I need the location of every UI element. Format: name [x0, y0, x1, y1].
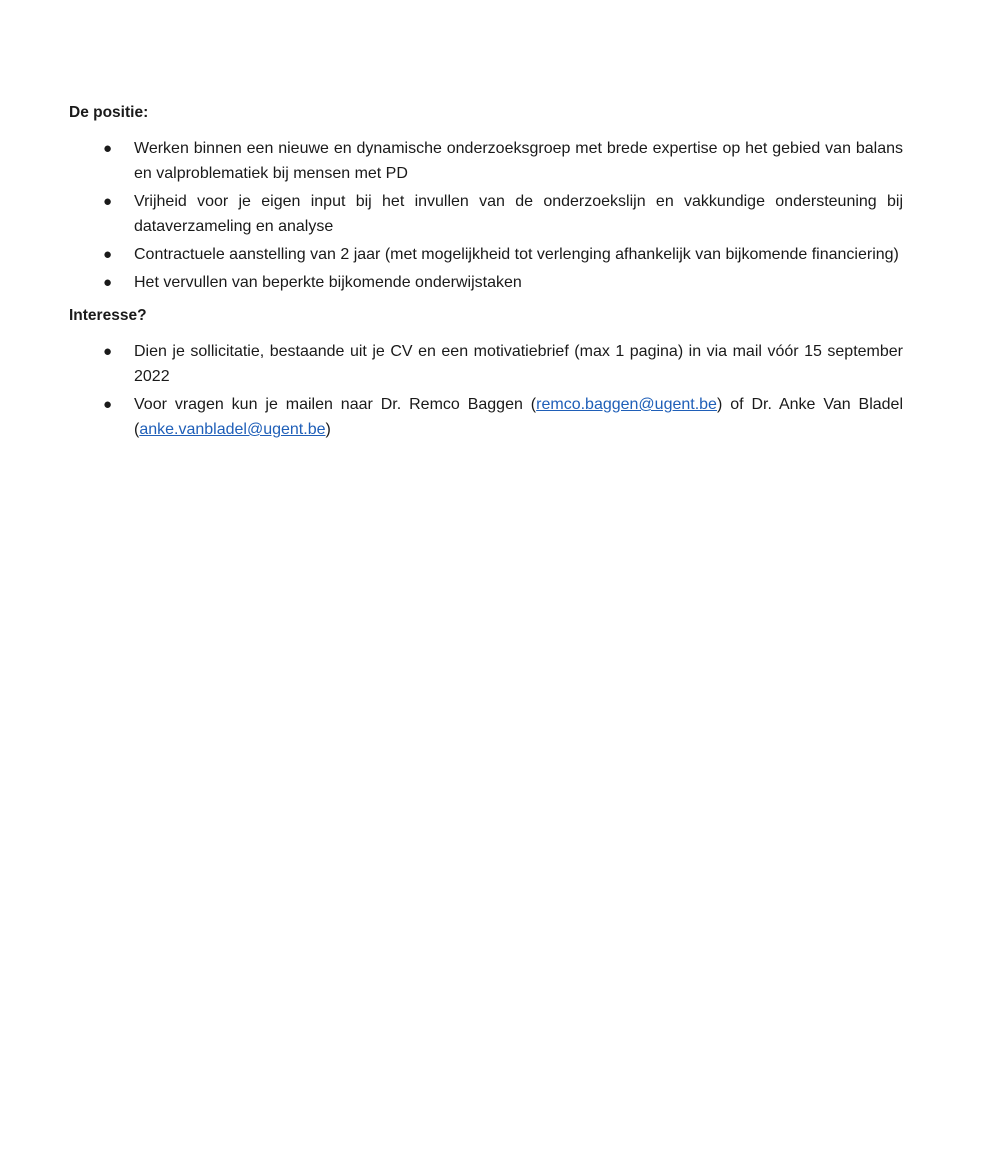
contact-text-part2: ) of Dr. Anke Van Bladel (	[134, 396, 904, 438]
heading-interesse: Interesse?	[69, 307, 147, 324]
list-item	[69, 339, 903, 389]
list-item-text: Werken binnen een nieuwe en dynamische onderzoeksgroep met brede expertise op het gebied van balans en valproblematiek bij mensen met PD	[134, 140, 903, 182]
list-item-text: Dien je sollicitatie, bestaande uit je CV en een motivatiebrief (max 1 pagina) in via mail vóór 15 september 2022	[134, 343, 903, 385]
contact-text-part3: )	[325, 421, 331, 438]
list-item	[69, 189, 903, 239]
bullet-icon: ●	[103, 140, 113, 157]
list-item	[69, 242, 903, 267]
bullet-icon: ●	[103, 193, 113, 210]
email-link-anke-vanbladel[interactable]: anke.vanbladel@ugent.be	[139, 421, 326, 438]
list-item-text: Vrijheid voor je eigen input bij het invullen van de onderzoekslijn en vakkundige ondersteuning bij dataverzameling en analyse	[134, 193, 903, 235]
list-item	[69, 392, 903, 442]
bullet-icon: ●	[103, 246, 113, 263]
bullet-icon: ●	[103, 396, 113, 413]
list-item-text: Het vervullen van beperkte bijkomende onderwijstaken	[134, 274, 522, 291]
list-item-text: Contractuele aanstelling van 2 jaar (met mogelijkheid tot verlenging afhankelijk van bijkomende financiering)	[134, 246, 899, 263]
email-link-remco-baggen[interactable]: remco.baggen@ugent.be	[536, 396, 717, 413]
list-item	[69, 136, 903, 186]
list-item	[69, 270, 903, 295]
position-list	[69, 136, 903, 295]
heading-de-positie: De positie:	[69, 104, 149, 121]
bullet-icon: ●	[103, 274, 113, 291]
interest-list	[69, 339, 903, 442]
document-content	[69, 102, 903, 452]
bullet-icon: ●	[103, 343, 113, 360]
contact-text-part1: Voor vragen kun je mailen naar Dr. Remco Baggen (	[134, 396, 537, 413]
